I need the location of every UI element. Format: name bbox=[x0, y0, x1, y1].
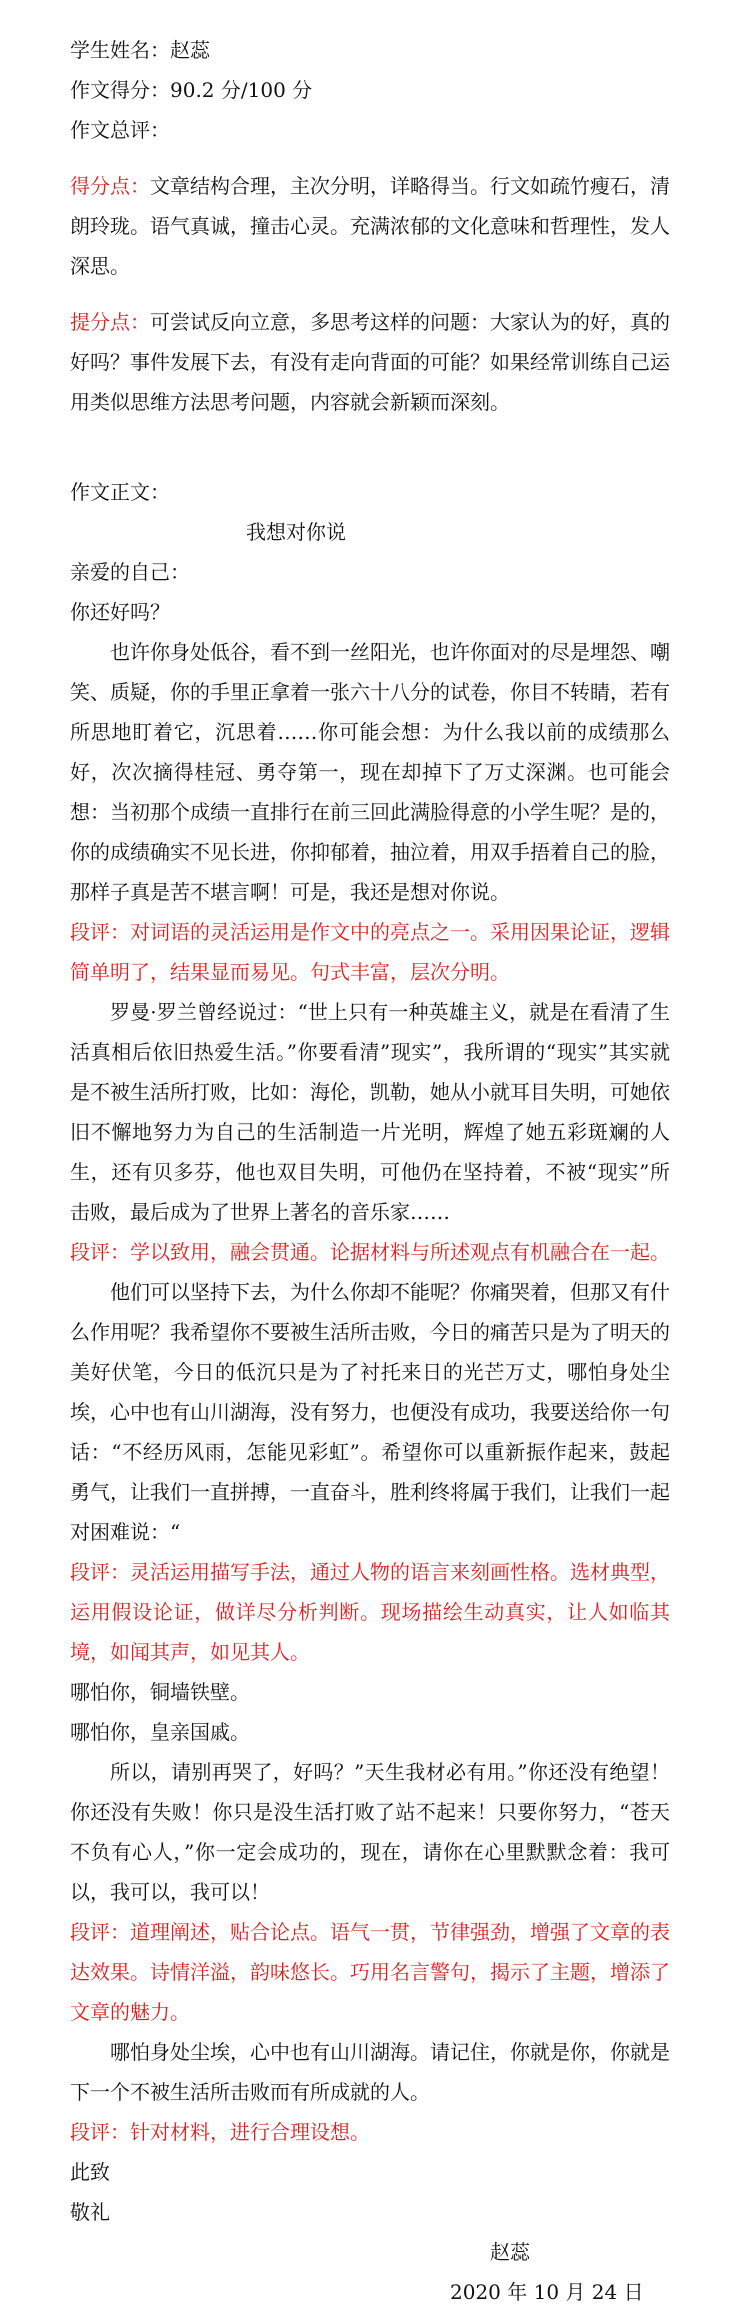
paragraph-4: 所以，请别再哭了，好吗？”天生我材必有用。”你还没有绝望！你还没有失败！你只是没生活打败了站不起来！只要你努力，“苍天不负有心人，”你一定会成功的，现在，请你在心里默默念着：我可以，我可以，我可以！ bbox=[70, 1760, 670, 1904]
comment-1-label: 段评： bbox=[70, 920, 130, 944]
comment-3-text: 灵活运用描写手法，通过人物的语言来刻画性格。选材典型，运用假设论证，做详尽分析判断。现场描绘生动真实，让人如临其境，如闻其声，如见其人。 bbox=[70, 1560, 670, 1664]
comment-3 bbox=[70, 1552, 670, 1672]
essay-page bbox=[70, 30, 670, 2312]
comment-5-label: 段评： bbox=[70, 2120, 130, 2144]
paragraph-1: 也许你身处低谷，看不到一丝阳光，也许你面对的尽是埋怨、嘲笑、质疑，你的手里正拿着一张六十八分的试卷，你目不转睛，若有所思地盯着它，沉思着……你可能会想：为什么我以前的成绩那么好，次次摘得桂冠、勇夺第一，现在却掉下了万丈深渊。也可能会想：当初那个成绩一直排行在前三回此满脸得意的小学生呢？是的，你的成绩确实不见长进，你抑郁着，抽泣着，用双手捂着自己的脸，那样子真是苦不堪言啊！可是，我还是想对你说。 bbox=[70, 640, 670, 904]
comment-4-label: 段评： bbox=[70, 1920, 130, 1944]
line-a: 哪怕你，铜墙铁壁。 bbox=[70, 1680, 250, 1704]
good-points-label: 得分点： bbox=[70, 174, 150, 198]
score-label: 作文得分： bbox=[70, 78, 170, 102]
comment-2-label: 段评： bbox=[70, 1240, 130, 1264]
closing-1: 此致 bbox=[70, 2160, 110, 2184]
comment-4 bbox=[70, 1912, 670, 2032]
comment-1-text: 对词语的灵活运用是作文中的亮点之一。采用因果论证，逻辑简单明了，结果显而易见。句式丰富，层次分明。 bbox=[70, 920, 670, 984]
line-b: 哪怕你，皇亲国戚。 bbox=[70, 1720, 250, 1744]
date: 2020 年 10 月 24 日 bbox=[450, 2280, 644, 2304]
good-points bbox=[70, 166, 670, 286]
score-value: 90.2 分/100 分 bbox=[170, 78, 313, 102]
improve-points-label: 提分点： bbox=[70, 310, 150, 334]
essay-title: 我想对你说 bbox=[246, 520, 346, 544]
comment-2 bbox=[70, 1232, 670, 1272]
comment-5 bbox=[70, 2112, 670, 2152]
salutation: 亲爱的自己： bbox=[70, 560, 190, 584]
student-name-value: 赵蕊 bbox=[170, 38, 210, 62]
comment-1 bbox=[70, 912, 670, 992]
summary-label: 作文总评： bbox=[70, 118, 170, 142]
improve-points bbox=[70, 302, 670, 422]
good-points-text: 文章结构合理，主次分明，详略得当。行文如疏竹瘦石，清朗玲珑。语气真诚，撞击心灵。充满浓郁的文化意味和哲理性，发人深思。 bbox=[70, 174, 670, 278]
paragraph-5: 哪怕身处尘埃，心中也有山川湖海。请记住，你就是你，你就是下一个不被生活所击败而有所成就的人。 bbox=[70, 2040, 670, 2104]
signature: 赵蕊 bbox=[490, 2240, 530, 2264]
comment-4-text: 道理阐述，贴合论点。语气一贯，节律强劲，增强了文章的表达效果。诗情洋溢，韵味悠长。巧用名言警句，揭示了主题，增添了文章的魅力。 bbox=[70, 1920, 670, 2024]
comment-3-label: 段评： bbox=[70, 1560, 130, 1584]
student-name-row bbox=[70, 30, 670, 70]
improve-points-text: 可尝试反向立意，多思考这样的问题：大家认为的好，真的好吗？事件发展下去，有没有走向背面的可能？如果经常训练自己运用类似思维方法思考问题，内容就会新颖而深刻。 bbox=[70, 310, 670, 414]
essay-section-label: 作文正文： bbox=[70, 480, 170, 504]
comment-5-text: 针对材料，进行合理设想。 bbox=[130, 2120, 370, 2144]
paragraph-2: 罗曼·罗兰曾经说过：“世上只有一种英雄主义，就是在看清了生活真相后依旧热爱生活。”你要看清”现实”，我所谓的“现实”其实就是不被生活所打败，比如：海伦，凯勒，她从小就耳目失明，可她依旧不懈地努力为自己的生活制造一片光明，辉煌了她五彩斑斓的人生，还有贝多芬，他也双目失明，可他仍在坚持着，不被“现实”所击败，最后成为了世界上著名的音乐家…… bbox=[70, 1000, 670, 1224]
closing-2: 敬礼 bbox=[70, 2200, 110, 2224]
student-name-label: 学生姓名： bbox=[70, 38, 170, 62]
score-row bbox=[70, 70, 670, 110]
comment-2-text: 学以致用，融会贯通。论据材料与所述观点有机融合在一起。 bbox=[130, 1240, 670, 1264]
greeting: 你还好吗？ bbox=[70, 600, 170, 624]
paragraph-3: 他们可以坚持下去，为什么你却不能呢？你痛哭着，但那又有什么作用呢？我希望你不要被生活所击败，今日的痛苦只是为了明天的美好伏笔，今日的低沉只是为了衬托来日的光芒万丈，哪怕身处尘埃，心中也有山川湖海，没有努力，也便没有成功，我要送给你一句话：“不经历风雨，怎能见彩虹”。希望你可以重新振作起来，鼓起勇气，让我们一直拼搏，一直奋斗，胜利终将属于我们，让我们一起对困难说：“ bbox=[70, 1280, 670, 1544]
